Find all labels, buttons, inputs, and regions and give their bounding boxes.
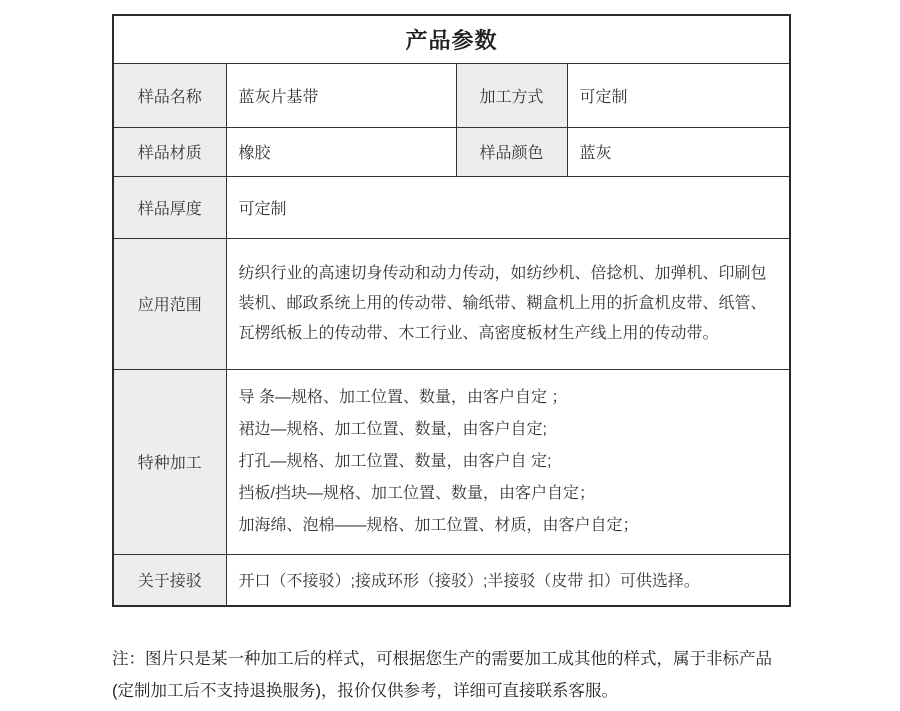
value-about-splicing: 开口（不接驳）;接成环形（接驳）;半接驳（皮带 扣）可供选择。	[226, 554, 790, 606]
value-application-range: 纺织行业的高速切身传动和动力传动，如纺纱机、倍捻机、加弹机、印刷包装机、邮政系统上用的传动带、输纸带、糊盒机上用的折盒机皮带、纸管、瓦楞纸板上的传动带、木工行业、高密度板材生产线上用的传动带。	[226, 238, 790, 369]
label-about-splicing: 关于接驳	[113, 554, 226, 606]
special-processing-line: 导 条—规格、加工位置、数量，由客户自定 ；	[238, 388, 568, 406]
table-row	[113, 369, 790, 554]
value-sample-material: 橡胶	[226, 127, 456, 176]
special-processing-line: 打孔—规格、加工位置、数量，由客户自 定;	[238, 452, 552, 470]
value-sample-name: 蓝灰片基带	[226, 63, 456, 127]
value-processing-method: 可定制	[567, 63, 790, 127]
table-row	[113, 127, 790, 176]
label-sample-thickness: 样品厚度	[113, 176, 226, 238]
label-application-range: 应用范围	[113, 238, 226, 369]
label-sample-material: 样品材质	[113, 127, 226, 176]
table-row	[113, 238, 790, 369]
footnote: 注：图片只是某一种加工后的样式，可根据您生产的需要加工成其他的样式，属于非标产品(定制加工后不支持退换服务)，报价仅供参考，详细可直接联系客服。	[112, 650, 772, 700]
table-title: 产品参数	[113, 15, 790, 63]
special-processing-line: 加海绵、泡棉——规格、加工位置、材质，由客户自定；	[238, 516, 639, 534]
label-sample-color: 样品颜色	[456, 127, 567, 176]
special-processing-line: 裙边—规格、加工位置、数量，由客户自定;	[238, 420, 547, 438]
value-special-processing	[226, 369, 790, 554]
value-sample-color: 蓝灰	[567, 127, 790, 176]
table-row	[113, 63, 790, 127]
value-sample-thickness: 可定制	[226, 176, 790, 238]
label-special-processing: 特种加工	[113, 369, 226, 554]
product-parameters-table	[112, 14, 791, 607]
table-title-row	[113, 15, 790, 63]
table-row	[113, 554, 790, 606]
table-row	[113, 176, 790, 238]
label-sample-name: 样品名称	[113, 63, 226, 127]
label-processing-method: 加工方式	[456, 63, 567, 127]
special-processing-line: 挡板/挡块—规格、加工位置、数量，由客户自定；	[238, 484, 595, 502]
